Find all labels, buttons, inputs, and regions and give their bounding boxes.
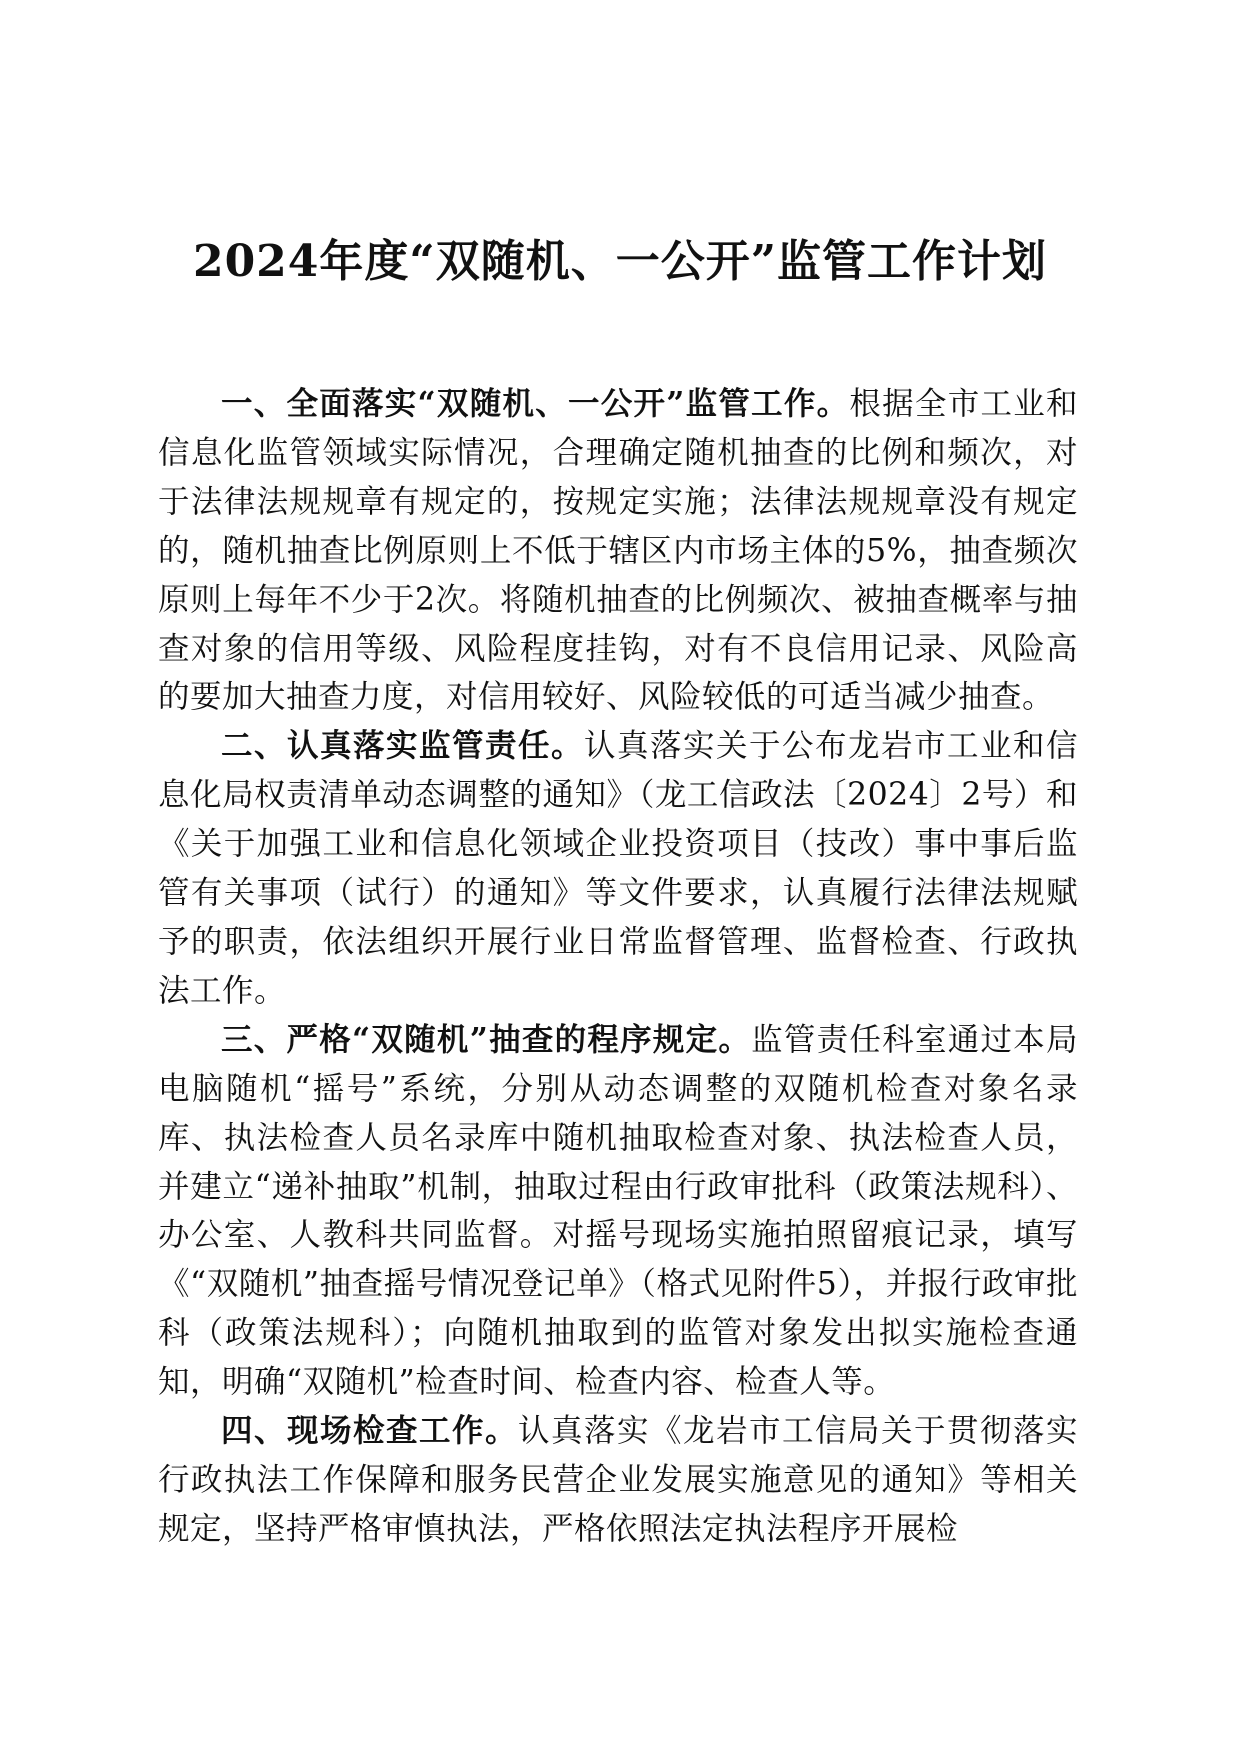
document-title: 2024年度“双随机、一公开”监管工作计划 <box>192 236 1048 287</box>
section-heading-1: 一、全面落实“双随机、一公开”监管工作。 <box>221 385 850 422</box>
section-paragraph-3 <box>158 1016 1078 1407</box>
section-text-1: 根据全市工业和信息化监管领域实际情况，合理确定随机抽查的比例和频次，对于法律法规规章有规定的，按规定实施；法律法规规章没有规定的，随机抽查比例原则上不低于辖区内市场主体的5%，抽查频次原则上每年不少于2次。将随机抽查的比例频次、被抽查概率与抽查对象的信用等级、风险程度挂钩，对有不良信用记录、风险高的要加大抽查力度，对信用较好、风险较低的可适当减少抽查。 <box>158 386 1078 716</box>
section-paragraph-1 <box>158 380 1078 722</box>
section-text-4: 认真落实《龙岩市工信局关于贯彻落实行政执法工作保障和服务民营企业发展实施意见的通知》等相关规定，坚持严格审慎执法，严格依照法定执法程序开展检 <box>158 1413 1078 1547</box>
section-text-2: 认真落实关于公布龙岩市工业和信息化局权责清单动态调整的通知》（龙工信政法〔2024〕2号）和《关于加强工业和信息化领域企业投资项目（技改）事中事后监管有关事项（试行）的通知》等文件要求，认真履行法律法规赋予的职责，依法组织开展行业日常监督管理、监督检查、行政执法工作。 <box>158 728 1078 1009</box>
document-body <box>158 380 1078 1554</box>
section-text-3: 监管责任科室通过本局电脑随机“摇号”系统，分别从动态调整的双随机检查对象名录库、执法检查人员名录库中随机抽取检查对象、执法检查人员，并建立“递补抽取”机制，抽取过程由行政审批科（政策法规科）、办公室、人教科共同监督。对摇号现场实施拍照留痕记录，填写《“双随机”抽查摇号情况登记单》（格式见附件5），并报行政审批科（政策法规科）；向随机抽取到的监管对象发出拟实施检查通知，明确“双随机”检查时间、检查内容、检查人等。 <box>158 1021 1078 1401</box>
section-paragraph-2 <box>158 722 1078 1015</box>
section-heading-2: 二、认真落实监管责任。 <box>221 727 584 765</box>
section-heading-3: 三、严格“双随机”抽查的程序规定。 <box>221 1020 752 1058</box>
section-paragraph-4 <box>158 1407 1078 1554</box>
section-heading-4: 四、现场检查工作。 <box>221 1412 518 1450</box>
